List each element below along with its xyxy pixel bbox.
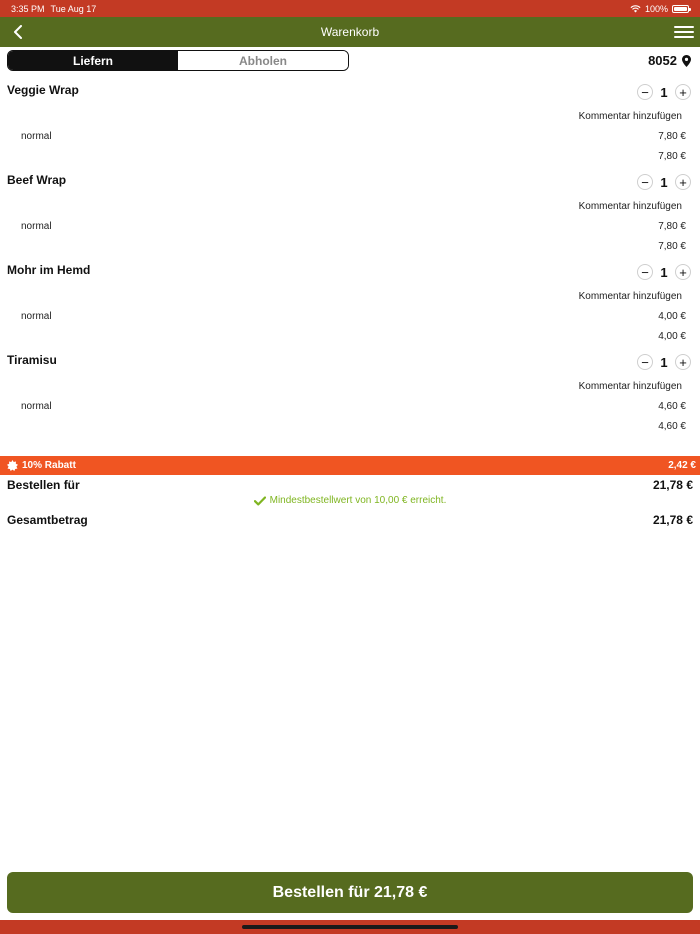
add-comment-link[interactable]: Kommentar hinzufügen [578, 111, 682, 122]
item-quantity: 1 [660, 264, 668, 280]
item-quantity: 1 [660, 84, 668, 100]
item-quantity: 1 [660, 174, 668, 190]
home-indicator [242, 925, 458, 929]
decrease-button[interactable]: − [637, 174, 653, 190]
item-variant: normal [21, 131, 52, 142]
increase-button[interactable]: + [675, 174, 691, 190]
battery-icon [672, 5, 689, 13]
item-total: 7,80 € [658, 151, 686, 162]
nav-bar [0, 17, 700, 47]
status-bar [0, 0, 700, 17]
cart-item [0, 353, 700, 443]
status-date: Tue Aug 17 [50, 3, 97, 14]
item-total: 7,80 € [658, 241, 686, 252]
tab-deliver[interactable]: Liefern [8, 51, 178, 70]
place-order-button[interactable]: Bestellen für 21,78 € [7, 872, 693, 913]
delivery-mode-toggle [7, 50, 349, 71]
increase-button[interactable]: + [675, 84, 691, 100]
quantity-stepper [637, 264, 691, 280]
item-variant: normal [21, 221, 52, 232]
variant-price: 7,80 € [658, 221, 686, 232]
increase-button[interactable]: + [675, 354, 691, 370]
grand-total-row [7, 513, 693, 527]
add-comment-link[interactable]: Kommentar hinzufügen [578, 201, 682, 212]
cart-item [0, 173, 700, 263]
item-variant: normal [21, 401, 52, 412]
item-quantity: 1 [660, 354, 668, 370]
discount-banner [0, 456, 700, 475]
quantity-stepper [637, 174, 691, 190]
cart-item [0, 83, 700, 173]
item-name: Beef Wrap [7, 173, 67, 187]
variant-price: 4,60 € [658, 401, 686, 412]
hamburger-icon [674, 26, 694, 28]
map-pin-icon [682, 55, 691, 67]
item-total: 4,00 € [658, 331, 686, 342]
total-label: Gesamtbetrag [7, 513, 88, 527]
tab-pickup[interactable]: Abholen [178, 51, 348, 70]
discount-amount: 2,42 € [668, 460, 696, 471]
decrease-button[interactable]: − [637, 264, 653, 280]
total-amount: 21,78 € [652, 513, 693, 527]
battery-percent: 100% [644, 3, 668, 14]
back-button[interactable] [8, 22, 28, 42]
discount-label: 10% Rabatt [22, 460, 76, 471]
order-for-label: Bestellen für [7, 478, 80, 492]
location-selector[interactable] [648, 53, 691, 68]
item-name: Veggie Wrap [7, 83, 79, 97]
variant-price: 4,00 € [658, 311, 686, 322]
add-comment-link[interactable]: Kommentar hinzufügen [578, 291, 682, 302]
status-right [630, 4, 689, 14]
checkmark-icon [254, 496, 266, 506]
quantity-stepper [637, 354, 691, 370]
item-variant: normal [21, 311, 52, 322]
status-time: 3:35 PM [11, 3, 45, 14]
decrease-button[interactable]: − [637, 354, 653, 370]
wifi-icon [630, 5, 641, 13]
chevron-left-icon [13, 25, 23, 39]
add-comment-link[interactable]: Kommentar hinzufügen [578, 381, 682, 392]
increase-button[interactable]: + [675, 264, 691, 280]
item-name: Tiramisu [7, 353, 57, 367]
postal-code: 8052 [648, 53, 677, 68]
item-name: Mohr im Hemd [7, 263, 91, 277]
order-for-amount: 21,78 € [652, 478, 693, 492]
menu-button[interactable] [674, 22, 694, 42]
variant-price: 7,80 € [658, 131, 686, 142]
page-title: Warenkorb [320, 25, 380, 39]
cart-item [0, 263, 700, 353]
badge-icon [7, 460, 18, 471]
order-subtotal-row [7, 478, 693, 492]
decrease-button[interactable]: − [637, 84, 653, 100]
min-order-text: Mindestbestellwert von 10,00 € erreicht. [269, 495, 447, 506]
min-order-notice [0, 495, 700, 506]
quantity-stepper [637, 84, 691, 100]
item-total: 4,60 € [658, 421, 686, 432]
